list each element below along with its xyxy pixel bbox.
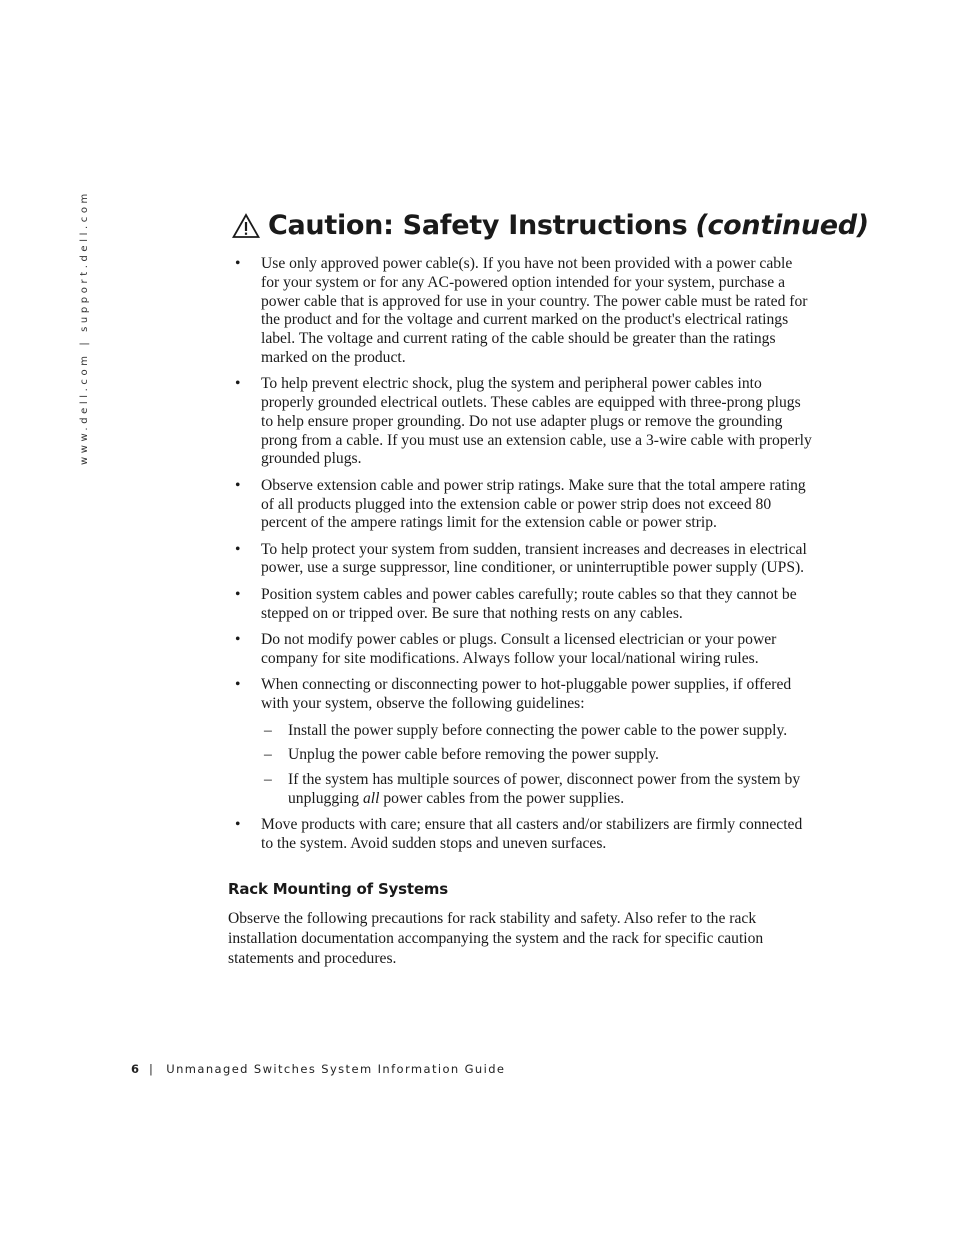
sub-item-text: power cables from the power supplies. [379,789,625,807]
list-item: • To help prevent electric shock, plug the system and peripheral power cables into properly grounded electrical outlets. These cables are equipped with three-prong plugs to help ensure proper grounding. Do not use adapter plugs or remove the grounding prong from a cable. If you must use an extension cable, use a 3-wire cable with properly grounded plugs. [228,375,813,469]
list-item: • Do not modify power cables or plugs. Consult a licensed electrician or your power company for site modifications. Always follow your local/national wiring rules. [228,631,813,669]
page-footer [131,1062,505,1076]
sidebar-url-text: www.dell.com | support.dell.com [79,190,90,465]
sub-list-item [261,771,813,809]
section-paragraph: Observe the following precautions for rack stability and safety. Also refer to the rack installation documentation accompanying the system and the rack for specific caution statements and procedures. [228,909,764,967]
list-item: • Move products with care; ensure that all casters and/or stabilizers are firmly connected to the system. Avoid sudden stops and uneven surfaces. [228,816,813,854]
list-item: • To help protect your system from sudden, transient increases and decreases in electrical power, use a surge suppressor, line conditioner, or uninterruptible power supply (UPS). [228,541,813,579]
sub-list-item: – Install the power supply before connecting the power cable to the power supply. [261,722,813,741]
list-item: • Use only approved power cable(s). If you have not been provided with a power cable for your system or for any AC-powered option intended for your system, purchase a power cable that is approved for use in your country. The power cable must be rated for the product and for the voltage and current marked on the product's electrical ratings label. The voltage and current rating of the cable should be greater than the ratings marked on the product. [228,255,813,368]
sub-item-text: If the system has multiple sources of power, disconnect power from the system by unplugging [288,771,801,807]
main-content [228,255,813,969]
safety-bullet-list [228,255,813,854]
footer-separator: | [149,1062,155,1076]
list-item: • Position system cables and power cables carefully; route cables so that they cannot be stepped on or tripped over. Be sure that nothing rests on any cables. [228,586,813,624]
warning-triangle-icon [232,213,260,239]
list-item: • Observe extension cable and power strip ratings. Make sure that the total ampere rating of all products plugged into the extension cable or power strip does not exceed 80 percent of the ampere ratings limit for the extension cable or power strip. [228,477,813,533]
title-continued: (continued) [695,210,869,241]
list-item-text: When connecting or disconnecting power to hot-pluggable power supplies, if offered with your system, observe the following guidelines: [261,675,792,712]
page-title [232,210,869,241]
sub-list-item: – Unplug the power cable before removing the power supply. [261,746,813,765]
emphasis-all: all [362,789,380,807]
page-number: 6 [131,1062,140,1076]
title-text: Caution: Safety Instructions [268,210,688,241]
section-heading: Rack Mounting of Systems [228,879,448,898]
footer-doc-title: Unmanaged Switches System Information Guide [166,1062,506,1076]
hot-plug-guidelines [261,722,813,809]
list-item-hot-plug [228,676,813,809]
